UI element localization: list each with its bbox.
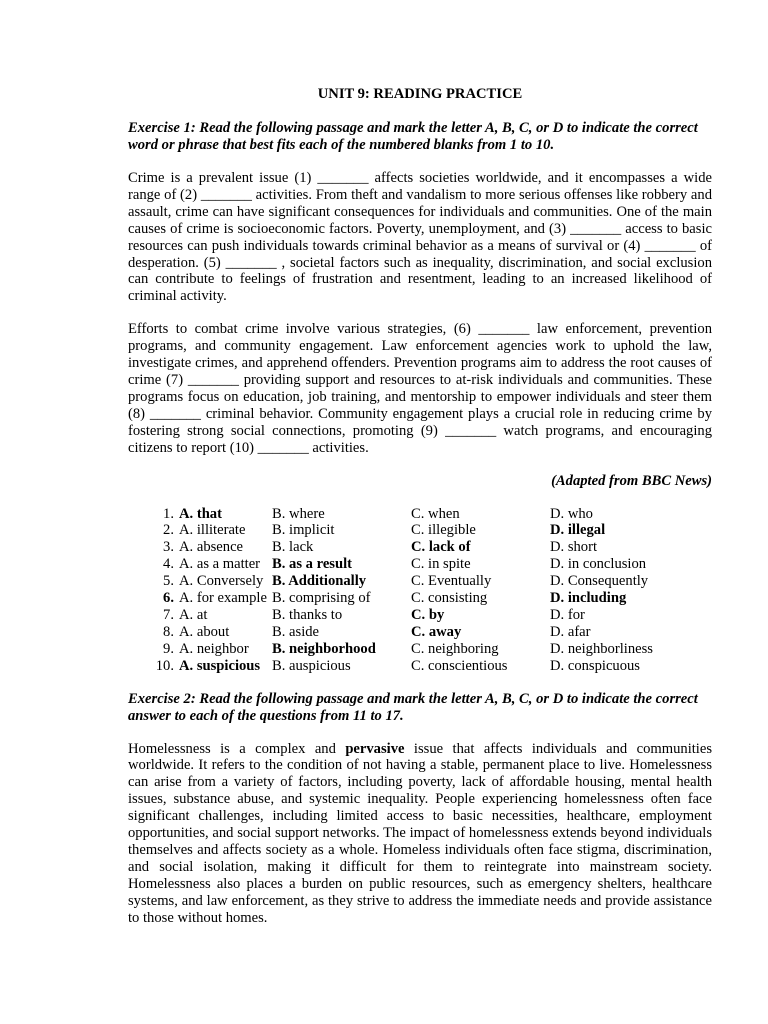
document-page [128,84,712,943]
option-b: B. aside [272,623,320,640]
exercise2-instruction: Exercise 2: Read the following passage and mark the letter A, B, C, or D to indicate the correct answer to each of the questions from 11 to 17. [128,690,698,724]
question-row [146,506,670,523]
option-b: B. as a result [272,556,353,573]
option-c: C. away [411,623,462,640]
option-d: D. afar [550,623,591,640]
option-c: C. Eventually [411,573,492,590]
question-number: 10. [155,657,174,674]
question-number: 5. [163,573,174,590]
question-number: 9. [163,640,174,657]
question-row [146,624,670,641]
highlighted-word: pervasive [345,740,405,757]
option-b: B. implicit [272,522,335,539]
question-row [146,607,670,624]
option-a: A. absence [179,539,244,556]
option-a: A. at [179,606,208,623]
question-number: 6. [163,590,174,607]
option-b: B. thanks to [272,606,343,623]
option-a: A. about [179,623,230,640]
option-c: C. neighboring [411,640,499,657]
option-c: C. illegible [411,522,476,539]
exercise1-paragraph-1: Crime is a prevalent issue (1) _______ affects societies worldwide, and it encompasses a wide range of (2) _______ activities. From theft and vandalism to more serious offenses like robbery and assault, crime can have significant consequences for individuals and communities. One of the main causes of crime is socioeconomic factors. Poverty, unemployment, and (3) _______ access to basic resources can push individuals towards criminal behavior as a means of survival or (4) _______ of desperation. (5) _______ , societal factors such as inequality, discrimination, and social exclusion can contribute to feelings of frustration and resentment, leading to an increased likelihood of criminal activity. [128,170,712,305]
exercise1-paragraph-2: Efforts to combat crime involve various strategies, (6) _______ law enforcement, prevention programs, and community engagement. Law enforcement agencies work to uphold the law, investigate crimes, and apprehend offenders. Prevention programs aim to address the root causes of crime (7) _______ providing support and resources to at-risk individuals and communities. These programs focus on education, job training, and mentorship to empower individuals and steer them (8) _______ criminal behavior. Community engagement plays a crucial role in reducing crime by fostering strong social connections, promoting (9) _______ watch programs, and encouraging citizens to report (10) _______ activities. [128,321,712,456]
options-body [146,506,670,675]
option-a: A. as a matter [179,556,261,573]
question-number: 8. [163,623,174,640]
option-c: C. conscientious [411,657,508,674]
question-row [146,573,670,590]
page-title: UNIT 9: READING PRACTICE [317,86,523,102]
question-number: 1. [163,505,174,522]
exercise1-source: (Adapted from BBC News) [551,472,712,489]
option-b: B. auspicious [272,657,351,674]
option-b: B. Additionally [272,573,367,590]
option-c: C. consisting [411,590,488,607]
option-d: D. illegal [550,522,606,539]
question-row [146,641,670,658]
paragraph-text-start: Homelessness is a complex and [128,740,346,757]
question-row [146,658,670,675]
exercise1-instruction: Exercise 1: Read the following passage and mark the letter A, B, C, or D to indicate the correct word or phrase that best fits each of the numbered blanks from 1 to 10. [128,120,698,153]
paragraph-text-end: issue that affects individuals and communities worldwide. It refers to the condition of not having a stable, permanent place to live. Homelessness can arise from a variety of factors, including poverty, lack of affordable housing, mental health issues, substance abuse, and systemic inequality. People experiencing homelessness often face significant challenges, including limited access to basic necessities, healthcare, employment opportunities, and social support networks. The impact of homelessness extends beyond individuals themselves and affects society as a whole. Homeless individuals often face stigma, discrimination, and social isolation, making it difficult for them to reintegrate into mainstream society. Homelessness also places a burden on public resources, such as emergency shelters, healthcare systems, and law enforcement, as they strive to address the immediate needs and provide assistance to those without homes. [128,740,713,926]
question-number: 7. [163,606,174,623]
question-number: 3. [163,539,174,556]
option-c: C. by [411,606,445,623]
question-row [146,539,670,556]
option-a: A. for example [179,590,267,607]
option-d: D. conspicuous [550,657,640,674]
option-c: C. in spite [411,556,471,573]
option-a: A. suspicious [179,657,261,674]
option-b: B. neighborhood [272,640,376,657]
option-a: A. Conversely [179,573,264,590]
question-row [146,522,670,539]
option-d: D. for [550,606,585,623]
exercise2-paragraph [128,741,712,927]
option-d: D. short [550,539,598,556]
option-d: D. in conclusion [550,556,647,573]
question-number: 4. [163,556,174,573]
option-d: D. including [550,590,627,607]
option-d: D. Consequently [550,573,649,590]
option-b: B. comprising of [272,590,371,607]
option-d: D. who [550,505,593,522]
option-b: B. where [272,505,325,522]
option-a: A. neighbor [179,640,249,657]
option-a: A. that [179,505,222,522]
option-c: C. lack of [411,539,471,556]
option-d: D. neighborliness [550,640,653,657]
option-a: A. illiterate [179,522,246,539]
option-c: C. when [411,505,460,522]
question-row [146,556,670,573]
option-b: B. lack [272,539,314,556]
question-number: 2. [163,522,174,539]
question-row [146,590,670,607]
exercise1-options-table [146,506,670,675]
